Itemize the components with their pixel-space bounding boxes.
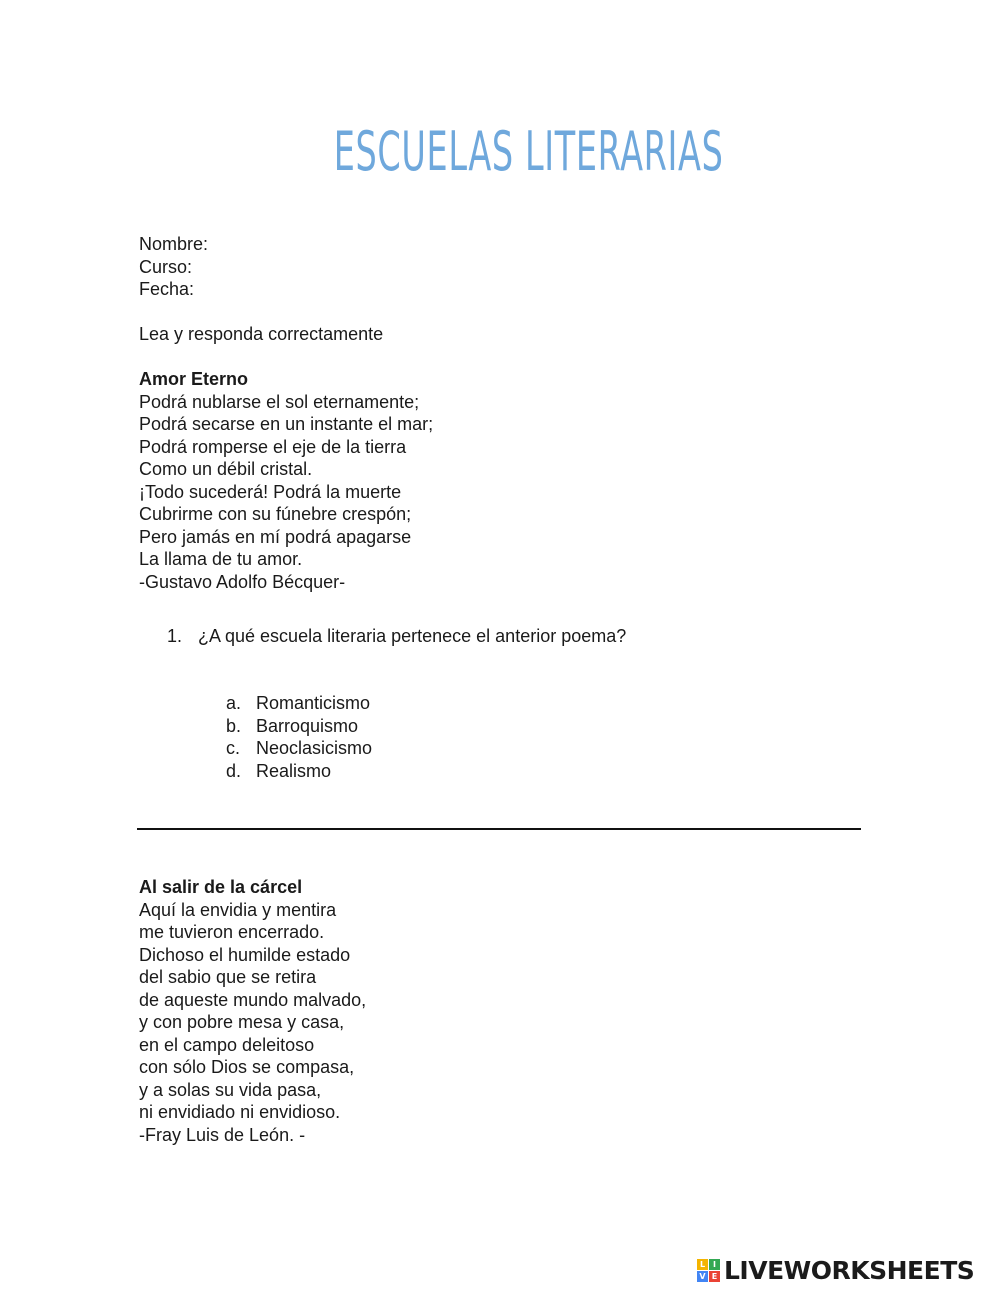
question-number: 1. bbox=[167, 626, 183, 646]
option-letter: c. bbox=[226, 738, 241, 758]
poem-line: Aquí la envidia y mentira bbox=[139, 899, 337, 920]
poem-line: y con pobre mesa y casa, bbox=[139, 1012, 345, 1032]
section-divider bbox=[137, 828, 861, 830]
poem-line: Como un débil cristal. bbox=[139, 459, 313, 479]
option-letter: a. bbox=[226, 693, 242, 713]
poem-line: de aqueste mundo malvado, bbox=[139, 989, 367, 1010]
poem-line: y a solas su vida pasa, bbox=[139, 1079, 322, 1100]
logo-letter: L bbox=[697, 1259, 708, 1270]
option-b[interactable] bbox=[226, 715, 372, 738]
logo-letter: E bbox=[709, 1271, 720, 1282]
question-1 bbox=[167, 625, 626, 648]
poem-line: Podrá romperse el eje de la tierra bbox=[139, 436, 407, 457]
name-field-label: Nombre: bbox=[139, 234, 209, 254]
poem-1-title: Amor Eterno bbox=[139, 369, 249, 389]
logo-mark-icon bbox=[697, 1259, 720, 1282]
poem-2-title: Al salir de la cárcel bbox=[139, 877, 303, 897]
option-label: Barroquismo bbox=[256, 715, 359, 736]
question-text: ¿A qué escuela literaria pertenece el anterior poema? bbox=[198, 626, 627, 646]
poem-author: -Gustavo Adolfo Bécquer- bbox=[139, 571, 346, 592]
logo-letter: V bbox=[697, 1271, 708, 1282]
poem-line: Podrá nublarse el sol eternamente; bbox=[139, 391, 420, 412]
poem-1 bbox=[139, 368, 433, 593]
option-label: Romanticismo bbox=[256, 693, 371, 713]
poem-line: ¡Todo sucederá! Podrá la muerte bbox=[139, 481, 402, 502]
logo-text: LIVEWORKSHEETS bbox=[724, 1255, 975, 1285]
instruction: Lea y responda correctamente bbox=[139, 324, 384, 344]
option-letter: d. bbox=[226, 760, 242, 781]
poem-line: ni envidiado ni envidioso. bbox=[139, 1102, 341, 1122]
course-field-label: Curso: bbox=[139, 256, 193, 277]
poem-line: La llama de tu amor. bbox=[139, 549, 303, 569]
option-c[interactable] bbox=[226, 737, 372, 760]
poem-line: en el campo deleitoso bbox=[139, 1034, 315, 1055]
poem-line: con sólo Dios se compasa, bbox=[139, 1057, 355, 1077]
poem-line: me tuvieron encerrado. bbox=[139, 922, 325, 942]
page-title: ESCUELAS LITERARIAS bbox=[333, 120, 724, 183]
option-d[interactable] bbox=[226, 760, 372, 783]
header-fields bbox=[139, 233, 208, 301]
option-label: Neoclasicismo bbox=[256, 738, 373, 758]
answer-options bbox=[226, 692, 372, 782]
poem-line: del sabio que se retira bbox=[139, 967, 317, 987]
poem-line: Podrá secarse en un instante el mar; bbox=[139, 414, 434, 434]
option-label: Realismo bbox=[256, 760, 332, 781]
option-a[interactable] bbox=[226, 692, 372, 715]
poem-author: -Fray Luis de León. - bbox=[139, 1124, 306, 1145]
logo-letter: I bbox=[709, 1259, 720, 1270]
poem-line: Pero jamás en mí podrá apagarse bbox=[139, 526, 412, 547]
poem-line: Dichoso el humilde estado bbox=[139, 944, 351, 965]
poem-line: Cubrirme con su fúnebre crespón; bbox=[139, 504, 412, 524]
liveworksheets-logo bbox=[697, 1256, 974, 1284]
date-field-label: Fecha: bbox=[139, 279, 195, 299]
poem-2 bbox=[139, 876, 366, 1146]
option-letter: b. bbox=[226, 715, 242, 736]
